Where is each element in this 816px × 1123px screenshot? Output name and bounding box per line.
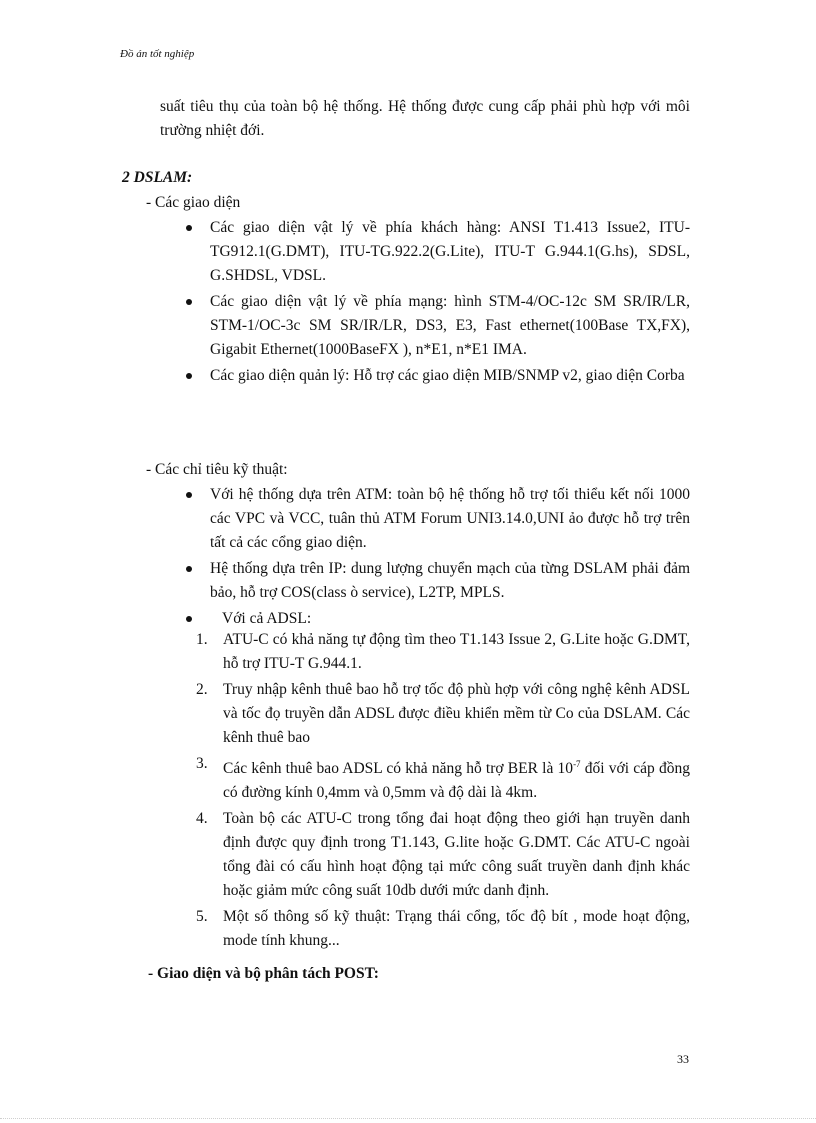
- page-number: 33: [677, 1052, 689, 1066]
- specs-heading: - Các chỉ tiêu kỹ thuật:: [146, 461, 288, 478]
- specs-list: [160, 483, 690, 633]
- list-item-text: Các giao diện vật lý về phía mạng: hình STM-4/OC-12c SM SR/IR/LR, STM-1/OC-3c SM SR/IR/LR, DS3, E3, Fast ethernet(100Base TX,FX), Gigabit Ethernet(1000BaseFX ), n*E1, n*E1 IMA.: [210, 293, 690, 358]
- list-item-text: Các giao diện quản lý: Hỗ trợ các giao diện MIB/SNMP v2, giao diện Corba: [210, 367, 685, 384]
- numbered-item: [190, 752, 690, 805]
- list-item: [160, 483, 690, 555]
- interfaces-heading: - Các giao diện: [146, 194, 241, 211]
- adsl-list: [190, 628, 690, 955]
- document-header: Đồ án tốt nghiệp: [120, 48, 195, 60]
- item-number: 3.: [196, 755, 208, 772]
- list-item: [160, 364, 690, 388]
- list-item-text: Với hệ thống dựa trên ATM: toàn bộ hệ thống hỗ trợ tối thiểu kết nối 1000 các VPC và VCC, tuân thủ ATM Forum UNI3.14.0,UNI ảo được hỗ trợ trên tất cả các cổng giao diện.: [210, 486, 690, 551]
- numbered-item-text: Một số thông số kỹ thuật: Trạng thái cổng, tốc độ bít , mode hoạt động, mode tính khung...: [223, 908, 690, 950]
- numbered-item-text: Toàn bộ các ATU-C trong tổng đai hoạt động theo giới hạn truyền danh định được quy định trong T1.143, G.lite hoặc G.DMT. Các ATU-C ngoài tổng đài có cấu hình hoạt động tại mức công suất truyền danh định khác hoặc giảm mức công suất 10db dưới mức danh định.: [223, 810, 690, 900]
- numbered-item: [190, 678, 690, 750]
- numbered-item-text-part: Các kênh thuê bao ADSL có khả năng hỗ trợ BER là 10: [223, 760, 574, 778]
- numbered-item-text-part: đối với cáp đồng có đường kính 0,4mm và 0,5mm và độ dài là 4km.: [223, 760, 690, 802]
- list-item: [160, 216, 690, 288]
- exponent: -7: [573, 759, 581, 769]
- section-title: 2 DSLAM:: [122, 169, 193, 186]
- list-item-text: Các giao diện vật lý về phía khách hàng: ANSI T1.413 Issue2, ITU-TG912.1(G.DMT), ITU-TG.922.2(G.Lite), ITU-T G.944.1(G.hs), SDSL, G.SHDSL, VDSL.: [210, 219, 690, 284]
- item-number: 5.: [196, 908, 208, 926]
- list-item-text: Với cả ADSL:: [222, 610, 312, 627]
- bullet-icon: [186, 566, 192, 572]
- bullet-icon: [186, 492, 192, 498]
- numbered-item-text: Truy nhập kênh thuê bao hỗ trợ tốc độ phù hợp với công nghệ kênh ADSL và tốc đọ truyền dẫn ADSL được điều khiển mềm từ Co của DSLAM. Các kênh thuê bao: [223, 681, 690, 746]
- lead-paragraph: suất tiêu thụ của toàn bộ hệ thống. Hệ thống được cung cấp phải phù hợp với môi trường nhiệt đới.: [160, 98, 690, 139]
- bullet-icon: [186, 225, 192, 231]
- list-item-text: Hệ thống dựa trên IP: dung lượng chuyển mạch của từng DSLAM phải đảm bảo, hỗ trợ COS(class ò service), L2TP, MPLS.: [210, 560, 690, 601]
- list-item: [160, 557, 690, 605]
- numbered-item: [190, 807, 690, 903]
- bullet-icon: [186, 616, 192, 622]
- list-item: [160, 290, 690, 362]
- post-heading: - Giao diện và bộ phân tách POST:: [148, 965, 379, 982]
- interfaces-list: [160, 216, 690, 390]
- numbered-item-text: ATU-C có khả năng tự động tìm theo T1.143 Issue 2, G.Lite hoặc G.DMT, hỗ trợ ITU-T G.944.1.: [223, 631, 690, 672]
- footer-divider: [0, 1118, 816, 1119]
- numbered-item: [190, 905, 690, 953]
- numbered-item: [190, 628, 690, 676]
- bullet-icon: [186, 299, 192, 305]
- bullet-icon: [186, 373, 192, 379]
- item-number: 4.: [196, 810, 208, 828]
- item-number: 1.: [196, 631, 208, 648]
- item-number: 2.: [196, 681, 208, 698]
